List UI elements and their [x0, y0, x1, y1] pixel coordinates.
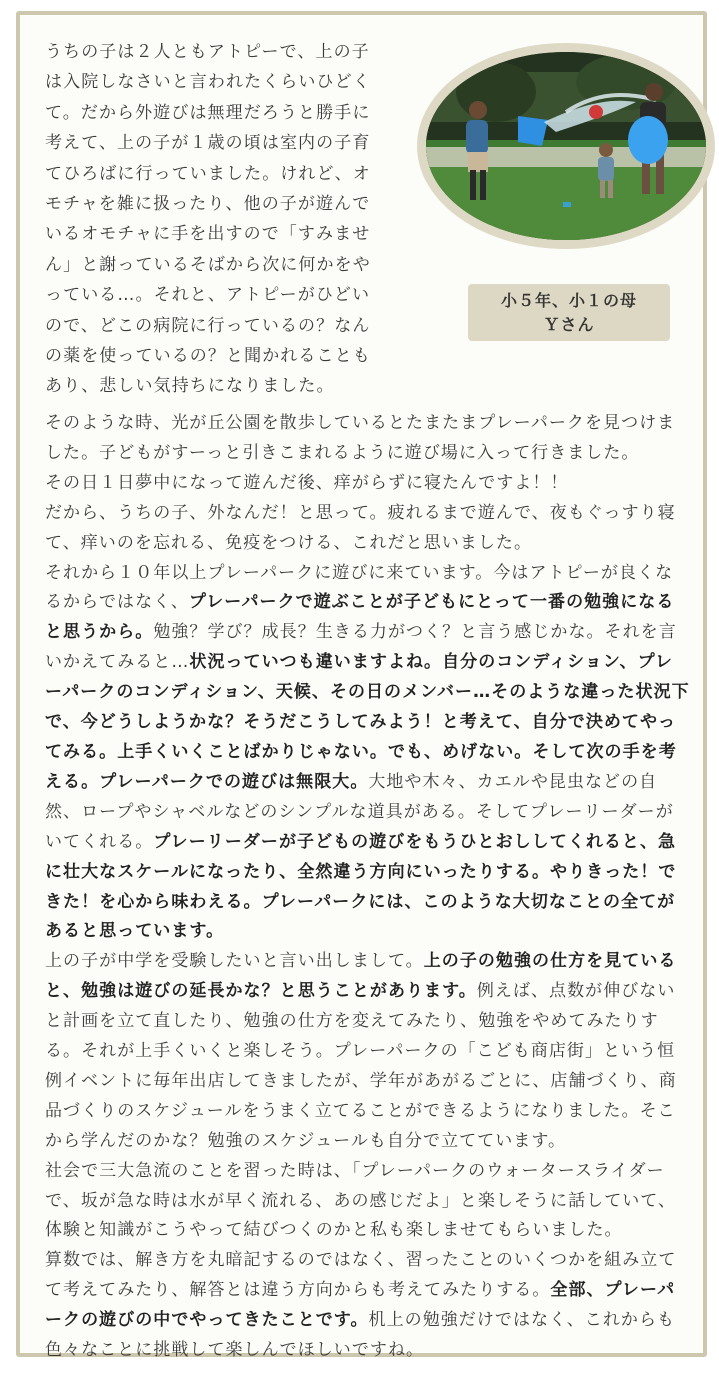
- body-paragraph: [45, 499, 691, 559]
- testimonial-body: [45, 409, 691, 1366]
- body-paragraph: [45, 1246, 691, 1366]
- paragraph-text: その日１日夢中になって遊んだ後、痒がらずに寝たんですよ！！: [45, 472, 569, 493]
- emphasis-text: プレーリーダーが子どもの遊びをもうひとおししてくれると、急に壮大なスケールになったり、全然違う方向にいったりする。やりきった！できた！を心から味わえる。プレーパークには、このような大切なことの全てがあると思っています。: [45, 831, 677, 942]
- paragraph-text: そのような時、光が丘公園を散歩しているとたまたまプレーパークを見つけました。子どもがすーっと引きこまれるように遊び場に入って行きました。: [45, 413, 676, 463]
- emphasis-text: プレーパークで遊ぶことが子どもにとって一番の勉強になると思うから。: [45, 592, 675, 643]
- paragraph-text: 勉強？学び？成長？生きる力がつく？と言う感じかな。それを言いかえてみると…: [45, 622, 677, 673]
- body-paragraph: [45, 1157, 691, 1247]
- photo-frame: [417, 43, 715, 249]
- author-label-line2: Ｙさん: [543, 314, 595, 334]
- family-playing-with-water-buckets-photo: [426, 52, 706, 240]
- paragraph-text: それから１０年以上プレーパークに遊びに来ています。今はアトピーが良くなるからではなく、: [45, 562, 674, 613]
- emphasis-text: 上の子の勉強の仕方を見ていると、勉強は遊びの延長かな？と思うことがあります。: [45, 951, 677, 1002]
- paragraph-text: 例えば、点数が伸びないと計画を立て直したり、勉強の仕方を変えてみたり、勉強をやめてみたりする。それが上手くいくと楽しそう。プレーパークの「こども商店街」という恒例イベントに毎年出店してきましたが、学年があがるごとに、店舗づくり、商品づくりのスケジュールをうまく立てることができるようになりました。そこから学んだのかな？勉強のスケジュールも自分で立てています。: [45, 981, 677, 1151]
- intro-text: うちの子は２人ともアトピーで、上の子は入院しなさいと言われたくらいひどくて。だから外遊びは無理だろうと勝手に考えて、上の子が１歳の頃は室内の子育てひろばに行っていました。けれど、オモチャを雑に扱ったり、他の子が遊んでいるオモチャに手を出すので「すみません」と謝っているそばから次に何かをやっている…。それと、アトピーがひどいので、どこの病院に行っているの？なんの薬を使っているの？と聞かれることもあり、悲しい気持ちになりました。: [45, 42, 371, 397]
- paragraph-text: 算数では、解き方を丸暗記するのではなく、習ったことのいくつかを組み立てて考えてみたり、解答とは違う方向からも考えてみたりする。: [45, 1250, 677, 1301]
- body-paragraph: [45, 559, 691, 948]
- body-paragraph: [45, 409, 691, 469]
- paragraph-text: 大地や木々、カエルや昆虫などの自然、ロープやシャベルなどのシンプルな道具がある。そしてプレーリーダーがいてくれる。: [45, 771, 674, 852]
- author-label: [468, 284, 670, 341]
- body-paragraph: [45, 469, 691, 499]
- author-label-line1: 小５年、小１の母: [500, 290, 637, 310]
- body-paragraph: [45, 947, 691, 1156]
- emphasis-text: 状況っていつも違いますよね。自分のコンディション、プレーパークのコンディション、天候、その日のメンバー…そのような違った状況下で、今どうしようかな？そうだこうしてみよう！と考えて、自分で決めてやってみる。上手くいくことばかりじゃない。でも、めげない。そして次の手を考える。プレーパークでの遊びは無限大。: [45, 652, 690, 792]
- emphasis-text: 全部、プレーパークの遊びの中でやってきたことです。: [45, 1280, 676, 1331]
- paragraph-text: 社会で三大急流のことを習った時は、「プレーパークのウォータースライダーで、坂が急な時は水が早く流れる、あの感じだよ」と楽しそうに話していて、体験と知識がこうやって結びつくのかと私も楽しませてもらいました。: [45, 1160, 677, 1241]
- paragraph-text: 上の子が中学を受験したいと言い出しまして。: [45, 951, 424, 972]
- family-photo: [426, 52, 706, 240]
- paragraph-text: だから、うちの子、外なんだ！と思って。疲れるまで遊んで、夜もぐっすり寝て、痒いのを忘れる、免疫をつける、これだと思いました。: [45, 502, 676, 553]
- paragraph-text: 机上の勉強だけではなく、これからも色々なことに挑戦して楽しんでほしいですね。: [45, 1310, 676, 1361]
- testimonial-header: [45, 37, 685, 409]
- testimonial-card: [16, 11, 707, 1361]
